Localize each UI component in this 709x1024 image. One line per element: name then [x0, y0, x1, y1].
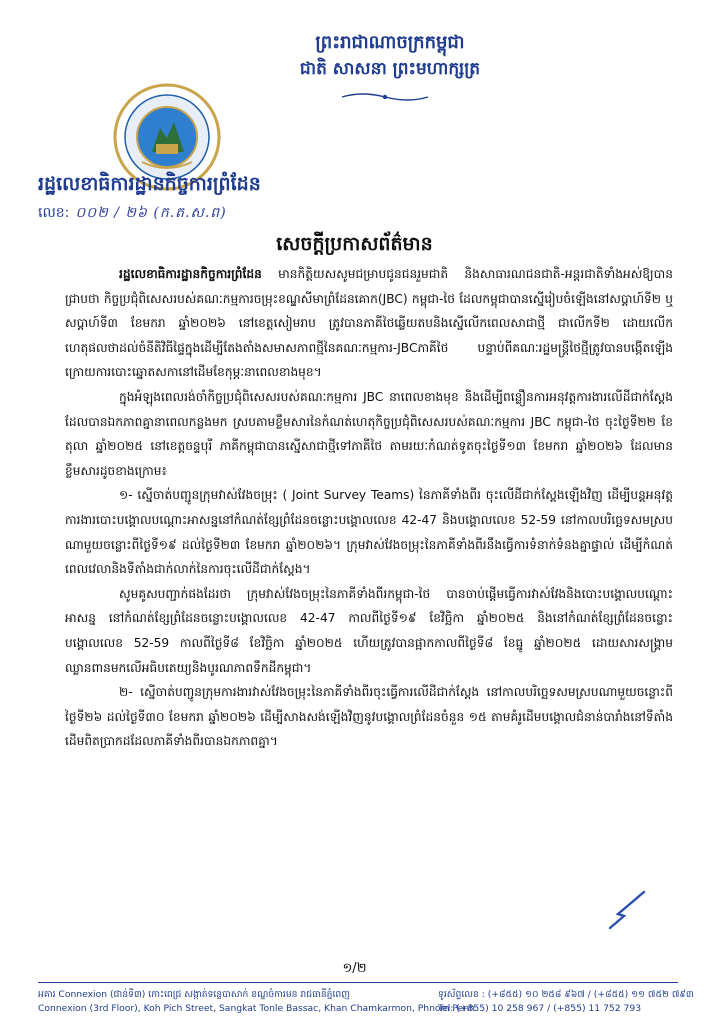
paragraph-1-text: មានកិត្តិយសសូមជម្រាបជូនជនរួមជាតិ និងសាធារណជនជាតិ-អន្តរជាតិទាំងអស់ឱ្យបានជ្រាបថា កិច្ចប្រជុំពិសេសរបស់គណៈកម្មការចម្រុះខណ្ឌសីមាព្រំដែនគោក(JBC) កម្ពុជា-ថៃ ដែលកម្ពុជាបានស្នើរៀបចំឡើងនៅសប្តាហ៍ទី២ ឬសប្តាហ៍ទី៣ ខែមករា ឆ្នាំ២០២៦ នៅខេត្តសៀមរាប ត្រូវបានភាគីថៃឆ្លើយតបនិងស្នើលើកពេលសាជាថ្មី ជាលើកទី២ ដោយលើកហេតុផលថាដល់ចំនីតិវិធីផ្ទៃក្នុងដើម្បីតែងតាំងសមាសភាពថ្មីនៃគណៈកម្មការ-JBCភាគីថៃ បន្ទាប់ពីគណៈរដ្ឋមន្ត្រីថៃថ្មីត្រូវបានបង្កើតឡើង ក្រោយការបោះឆ្នោតសកានៅដើមខែកុម្ភៈនាពេលខាងមុខ។	[65, 267, 673, 380]
footer-address	[38, 988, 475, 1016]
paragraph-1	[65, 262, 673, 385]
paragraph-1-lead: រដ្ឋលេខាធិការដ្ឋានកិច្ចការព្រំដែន	[119, 267, 262, 281]
footer-contact	[438, 988, 694, 1016]
page-number: ១/២	[342, 961, 367, 976]
document-title: សេចក្តីប្រកាសព័ត៌មាន	[276, 233, 433, 255]
footer-address-khmer: អគារ Connexion (ជាន់ទី៣) កោះពេជ្រ សង្កាត់ទន្លេបាសាក់ ខណ្ឌចំការមន រាជធានីភ្នំពេញ	[38, 989, 351, 1000]
footer-divider	[38, 982, 678, 983]
organization-name: រដ្ឋលេខាធិការដ្ឋានកិច្ចការព្រំដែន	[38, 173, 261, 195]
footer-phone-khmer: ទូរស័ព្ទលេខ : (+៨៥៥) ១០ ២៥៨ ៩៦៧ / (+៨៥៥) ១១ ៧៥២ ៧៩៣	[438, 989, 694, 1000]
kingdom-heading: ព្រះរាជាណាចក្រកម្ពុជា	[315, 32, 465, 53]
reference-label: លេខ:	[38, 205, 70, 221]
document-body	[65, 262, 673, 754]
paragraph-3: ១- ស្នើចាត់បញ្ជូនក្រុមវាស់វែងចម្រុះ ( Joint Survey Teams) នៃភាគីទាំងពីរ ចុះលើដីជាក់ស្តែងឡើងវិញ ដើម្បីបន្តអនុវត្តការងារបោះបង្គោលបណ្តោះអាសន្ននៅកំណត់ខ្សែព្រំដែនចន្លោះបង្គោលលេខ 42-47 និងបង្គោលលេខ 52-59 នៅកាលបរិច្ឆេទសមស្របណាមួយចន្លោះពីថ្ងៃទី១៩ ដល់ថ្ងៃទី២៣ ខែមករា ឆ្នាំ២០២៦។ ក្រុមវាស់វែងចម្រុះនៃភាគីទាំងពីរនឹងធ្វើការទំនាក់ទំនងគ្នាផ្ទាល់ ដើម្បីកំណត់ពេលវេលានិងទីតាំងជាក់លាក់នៃការចុះលើដីជាក់ស្តែង។	[65, 488, 673, 577]
reference-handwritten-value: ០០២ / ២៦ (ក.ត.ស.ព)	[75, 205, 227, 221]
reference-number	[38, 203, 227, 224]
paragraph-5: ២- ស្នើចាត់បញ្ជូនក្រុមការងារវាស់វែងចម្រុះនៃភាគីទាំងពីរចុះធ្វើការលើដីជាក់ស្តែង នៅកាលបរិច្ឆេទសមស្របណាមួយចន្លោះពីថ្ងៃទី២៦ ដល់ថ្ងៃទី៣០ ខែមករា ឆ្នាំ២០២៦ ដើម្បីសាងសង់ឡើងវិញនូវបង្គោលព្រំដែនចំនួន ១៥ តាមគំរូដើមបង្គោលជំនាន់បារាំងនៅទីតាំងដើមពិតប្រាកដដែលភាគីទាំងពីរបានឯកភាពគ្នា។	[65, 685, 673, 749]
paragraph-4: សូមគូសបញ្ជាក់ផងដែរថា ក្រុមវាស់វែងចម្រុះនៃភាគីទាំងពីរកម្ពុជា-ថៃ បានចាប់ផ្តើមធ្វើការវាស់វែងនិងបោះបង្គោលបណ្តោះអាសន្ន នៅកំណត់ខ្សែព្រំដែនចន្លោះបង្គោលលេខ 42-47 កាលពីថ្ងៃទី១៩ ខែវិច្ឆិកា ឆ្នាំ២០២៥ និងនៅកំណត់ខ្សែព្រំដែនចន្លោះបង្គោលលេខ 52-59 កាលពីថ្ងៃទី៨ ខែវិច្ឆិកា ឆ្នាំ២០២៥ ហើយត្រូវបានផ្អាកកាលពីថ្ងៃទី៨ ខែធ្នូ ឆ្នាំ២០២៥ ដោយសារសង្គ្រាមឈ្លានពានមកលើអធិបតេយ្យនិងបូរណភាពទឹកដីកម្ពុជា។	[65, 586, 673, 675]
footer-address-english: Connexion (3rd Floor), Koh Pich Street, Sangkat Tonle Bassac, Khan Chamkarmon, Phnom Penh	[38, 1003, 475, 1014]
motto-heading: ជាតិ សាសនា ព្រះមហាក្សត្រ	[299, 59, 481, 79]
paragraph-2: ក្នុងអំឡុងពេលរង់ចាំកិច្ចប្រជុំពិសេសរបស់គណៈកម្មការ JBC នាពេលខាងមុខ និងដើម្បីពន្លឿនការអនុវត្តការងារលើដីជាក់ស្តែងដែលបានឯកភាពគ្នានាពេលកន្លងមក ស្របតាមខ្លឹមសារនៃកំណត់ហេតុកិច្ចប្រជុំពិសេសរបស់គណៈកម្មការ JBC កម្ពុជា-ថៃ ចុះថ្ងៃទី២២ ខែតុលា ឆ្នាំ២០២៥ នៅខេត្តចន្ទបុរី ភាគីកម្ពុជាបានស្នើសាជាថ្មីទៅភាគីថៃ តាមរយៈកំណត់ទូតចុះថ្ងៃទី១៣ ខែមករា ឆ្នាំ២០២៦ ដែលមានខ្លឹមសារដូចខាងក្រោម៖	[65, 389, 673, 478]
ornament-divider	[340, 90, 430, 104]
footer-phone-english: Tel: (+855) 10 258 967 / (+855) 11 752 793	[438, 1003, 642, 1014]
signature-stroke-icon	[606, 888, 648, 932]
